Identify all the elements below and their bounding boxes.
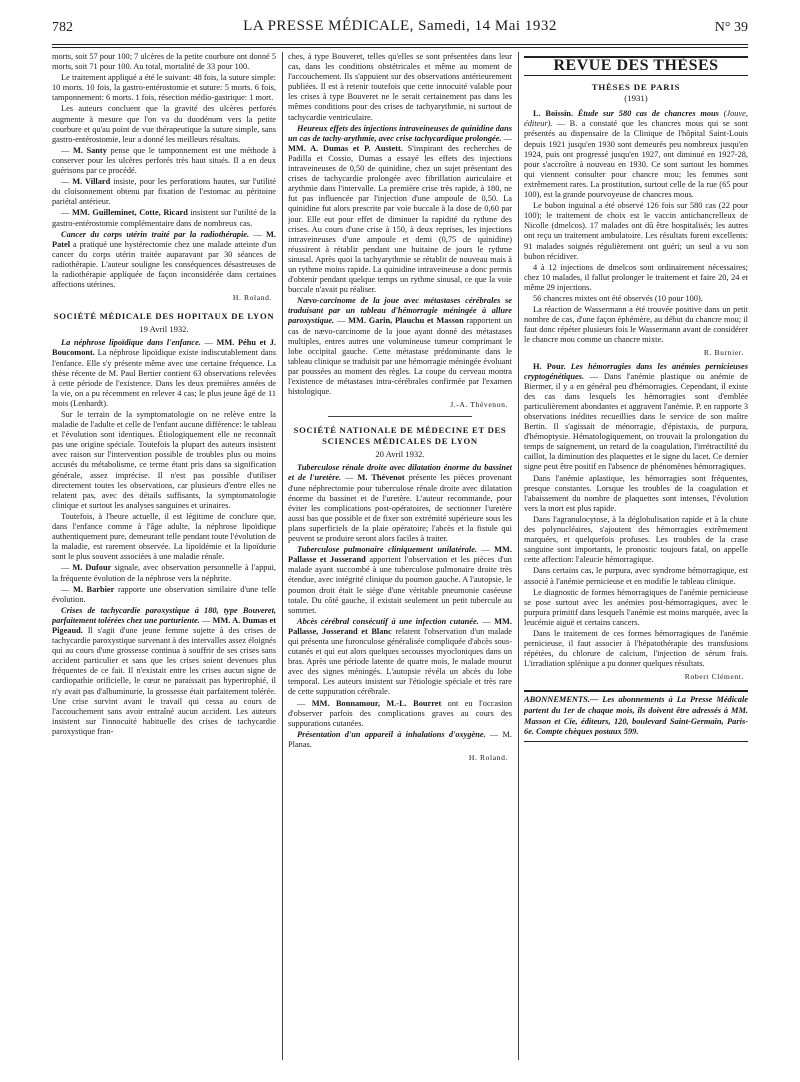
- article-authors: MM. Pallasse et Josserand: [288, 545, 512, 565]
- paragraph: — M. Barbier rapporte une observation similaire d'une telle évolution.: [52, 584, 276, 604]
- article-authors: M. Planas.: [288, 729, 512, 749]
- author-name: M. Santy: [72, 145, 107, 155]
- column-divider-2: [518, 52, 519, 1060]
- paragraph: ches, à type Bouveret, telles qu'elles se sont présentées dans leur cas, dans les conditions obstétricales et même au moment de l'accouchement. Ils s'appuient sur des observations antérieurement publiées. Il est à retenir toutefois que cette innocuité valable pour les crises à type Bouveret ne le serait certainement pas dans les mêmes conditions pour des crises de tachyarythmie, ni surtout de tachycardie ventriculaire.: [288, 52, 512, 122]
- journal-title: LA PRESSE MÉDICALE, Samedi, 14 Mai 1932: [243, 18, 557, 34]
- paragraph: — M. Santy pense que le tamponnement est une méthode à conserver pour les ulcères perforés très haut situés. Il a en deux guérisons par ce procédé.: [52, 145, 276, 176]
- paragraph-text: rapporte une observation similaire d'une telle évolution.: [52, 584, 276, 604]
- article-title: Étude sur 580 cas de chancres mous: [577, 109, 719, 119]
- column-divider-1: [282, 52, 283, 1060]
- paragraph-text: signale, avec observation personnelle à l'appui, la fréquente évolution de la néphrose vers la néphrite.: [52, 563, 276, 583]
- signature: R. Burnier.: [703, 348, 744, 358]
- paragraph-text: La néphrose lipoïdique existe indiscutablement dans l'enfance. Elle s'y présente même avec une certaine fréquence. La thèse récente de M. Paul Bertier contient 63 observations relevées à cette période de l'existence. Dans les deux premières années de la vie, on a pu récemment en relever 4 cas; le plus jeune âgé de 11 mois (Lenhardt).: [52, 348, 276, 408]
- author-name: M. Villard: [72, 177, 111, 187]
- page-number: 782: [52, 20, 73, 35]
- article-title: Tuberculose pulmonaire cliniquement unilatérale.: [297, 545, 478, 555]
- article: Présentation d'un appareil à inhalations d'oxygène. — M. Planas.: [288, 729, 512, 749]
- paragraph: Sur le terrain de la symptomatologie on ne relève entre la maladie de l'adulte et celle de l'enfant aucune différence: le tableau et l'évolution sont identiques. Étiologiquement elle ne reconnaît pas une origine spéciale. Toutefois la plupart des auteurs insistent avec raison sur l'intervention possible de troubles plus ou moins accusés du métabolisme, ce terme étant pris dans sa signification générale, assez imprécise. Il n'est pas possible d'utiliser directement toutes les observations, car plusieurs d'entre elles ne relatent pas, avec des détails suffisants, la symptomatologie clinique et surtout les analyses sanguines et urinaires.: [52, 410, 276, 510]
- paragraph-text: a pratiqué une hystérectomie chez une malade atteinte d'un cancer du corps utérin traitée auparavant par 30 séances de radiothérapie. L'auteur souligne les conséquences désastreuses de la radiothérapie appliquée de façon inconsidérée dans certaines affections utérines.: [52, 239, 276, 290]
- column-1: [52, 52, 276, 1062]
- article-authors: MM. A. Dumas et Pigeaud.: [52, 615, 276, 635]
- column-3: [524, 52, 748, 1062]
- article: Nævo-carcinome de la joue avec métastases cérébrales se traduisant par un tableau d'hémorragie méningée à allure paroxystique. — MM. Garin, Plauchu et Masson rapportent un cas de nævo-carcinome de la joue ayant donné des métastases multiples, entres autres une volumineuse tumeur comprimant le lobe occipital gauche. Cette métastase prédominante dans le tableau clinique se traduisit par une hémorragie méningée évoluant par poussées au moment des règles. La coupe du cerveau montra l'existence de métastases intra-cérébrales confirmée par l'examen histologique.: [288, 296, 512, 397]
- author-name: L. Boissin.: [533, 109, 573, 119]
- signature: Robert Clément.: [684, 672, 744, 682]
- article: H. Pour. Les hémorragies dans les anémies pernicieuses cryptogénétiques. — Dans l'anémie plastique ou anémie de Biermer, il y a en général peu d'hémorragies. Cependant, il existe des cas dans lesquels les hémorragies sont d'emblée particulièrement abondantes et aggravent l'anémie. P. en rapporte 3 observations inédites recueillies dans le service de son maître Bertin. Il s'agissait de ménorragie, d'épistaxis, de purpura, d'hémoptysie. Hématologiquement, on trouvait la prolongation du temps de saignement, un retard de la coagulation, l'irrétractilité du caillot, la diminution des plaquettes et le signe du lacet. Ce dernier signe peut être positif en l'absence de phénomènes hémorragiques.: [524, 361, 748, 472]
- article: Heureux effets des injections intraveineuses de quinidine dans un cas de tachy-arythmie, avec crise tachycardique prolongée. — MM. A. Dumas et P. Austett. S'inspirant des recherches de Padilla et Cossio, Dumas a essayé les effets des injections intraveineuses de 0,50 de quinidine, chez un sujet présentant des crises de tachycardie prolongée avec fibrillation auriculaire et arythmie dans l'intervalle. La première crise très rapide, à 180, ne fut pas influencée par l'injection d'une ampoule de 0,50. La quinidine fut alors prescrite par voie buccale à la dose de 0,60 par jour. Elle eut pour effet de diminuer la rapidité du rythme des crises. Au cours d'une crise à 150, à deux reprises, les injections intraveineuses d'une ampoule et demi (0,75 de quinidine) réussirent à rétablir pendant une huitaine de jours le rythme sinusal. Après quoi la tachyarythmie se rétablit de nouveau mais à un rythme moins rapide. La quinidine intraveineuse a donc permis d'obtenir pendant quelque temps un rythme sinusal, ce que la voie buccale n'avait pu réaliser.: [288, 123, 512, 295]
- author-name: M. Dufour: [72, 563, 112, 573]
- signature: J.-A. Thévenon.: [450, 400, 508, 410]
- article: Abcès cérébral consécutif à une infection cutanée. — MM. Pallasse, Josserand et Blanc relatent l'observation d'un malade qui présenta une furonculose généralisée compliquée d'abcès sous-cutanés et qui eut alors quelques secousses myocloniques dans un bras. Après une période latente de quatre mois, le malade mourut avec des signes méningés. L'autopsie révéla un abcès du lobe temporal. Les auteurs insistent sur l'étiologie spéciale et très rare de cette suppuration cérébrale.: [288, 616, 512, 697]
- section-date: 19 Avril 1932.: [139, 324, 189, 335]
- paragraph: — MM. Bonnamour, M.-L. Bourret ont eu l'occasion d'observer parfois des complications graves au cours des suppurations cutanées.: [288, 698, 512, 728]
- paragraph: 4 à 12 injections de dmelcos sont ordinairement nécessaires; chez 10 malades, il fallut prolonger le traitement et faire 20, 24 et même 29 injections.: [524, 262, 748, 292]
- theses-year: (1931): [624, 93, 648, 104]
- newspaper-page: [52, 16, 748, 1066]
- header-rule: [52, 44, 748, 45]
- paragraph-text: S'inspirant des recherches de Padilla et Cossio, Dumas a essayé les effets des injections intraveineuses de 0,50 de quinidine, chez un sujet présentant des crises de tachycardie prolongée avec fibrillation auriculaire et arythmie dans l'intervalle. La première crise très rapide, à 180, ne fut pas influencée par l'injection d'une ampoule de 0,50. La quinidine fut alors prescrite par voie buccale à la dose de 0,60 par jour. Elle eut pour effet de diminuer la rapidité du rythme des crises. Au cours d'une crise à 150, à deux reprises, les injections intraveineuses d'une ampoule et demi (0,75 de quinidine) réussirent à rétablir pendant une huitaine de jours le rythme sinusal. Après quoi la tachyarythmie se rétablit de nouveau mais à un rythme moins rapide. La quinidine intraveineuse a donc permis d'obtenir pendant quelque temps un rythme sinusal, ce que la voie buccale n'avait pu réaliser.: [288, 143, 512, 295]
- article: Tuberculose pulmonaire cliniquement unilatérale. — MM. Pallasse et Josserand apportent l'observation et les pièces d'un malade ayant succombé à une tuberculose pulmonaire droite très étendue, avec intégrité clinique du poumon gauche. A l'autopsie, le poumon droit était le siège d'une véritable pneumonie caséeuse totale. Du côté gauche, il existait seulement un petit tubercule au sommet.: [288, 545, 512, 615]
- paragraph-text: relatent l'observation d'un malade qui présenta une furonculose généralisée compliquée d'abcès sous-cutanés et qui eut alors quelques secousses myocloniques dans un bras. Après une période latente de quatre mois, le malade mourut avec des signes méningés. L'autopsie révéla un abcès du lobe temporal. Les auteurs insistent sur l'étiologie spéciale et très rare de cette suppuration cérébrale.: [288, 626, 512, 697]
- header-rule-double: [52, 47, 748, 48]
- paragraph: Dans certains cas, le purpura, avec syndrome hémorragique, est associé à l'anémie pernicieuse et en modifie le tableau clinique.: [524, 566, 748, 586]
- paragraph: Toutefois, à l'heure actuelle, il est légitime de conclure que, dans l'enfance comme à l'âge adulte, la néphrose lipoïdique authentiquement pure, demeurant telle pendant toute l'évolution de la maladie, est rarement observée. La lipoïdémie et la lipoïdurie sont le plus souvent associées à une maladie rénale.: [52, 511, 276, 562]
- paragraph: — M. Dufour signale, avec observation personnelle à l'appui, la fréquente évolution de la néphrose vers la néphrite.: [52, 563, 276, 583]
- publisher: (Jouve, éditeur).: [524, 109, 748, 129]
- paragraph-text: insiste, pour les perforations hautes, sur l'utilité du cloisonnement obtenu par fixation de l'estomac au péritoine pariétal antérieur.: [52, 177, 276, 207]
- article-authors: MM. Péhu et J. Boucomont.: [52, 338, 276, 358]
- theses-heading: THÈSES DE PARIS: [591, 82, 681, 93]
- subscription-label: ABONNEMENTS.: [524, 695, 590, 705]
- paragraph: Le bubon inguinal a été observé 126 fois sur 580 cas (22 pour 100); le traitement de choix est le vaccin antichancrelleux de Nicolle (dmelcos). 17 malades ont dû être hospitalisés; les autres ont reçu un traitement ambulatoire. Les résultats furent excellents: 91 malades soignés régulièrement ont guéri; un seul a vu son bubon récidiver.: [524, 201, 748, 261]
- article-title: Cancer du corps utérin traité par la radiothérapie.: [61, 229, 250, 239]
- paragraph: — MM. Guilleminet, Cotte, Ricard insistent sur l'utilité de la gastro-entérostomie complémentaire dans de nombreux cas.: [52, 208, 276, 228]
- paragraph-text: insistent sur l'utilité de la gastro-entérostomie complémentaire dans de nombreux cas.: [52, 208, 276, 228]
- paragraph-text: pense que le tamponnement est une méthode à conserver pour les ulcères perforés très haut situés. Il a en deux guérisons par ce procédé.: [52, 145, 276, 176]
- article-title: Les hémorragies dans les anémies pernicieuses cryptogénétiques.: [524, 361, 748, 381]
- revue-header-box: [524, 56, 748, 76]
- page-header: [52, 16, 748, 42]
- subscription-text: Les abonnements à La Presse Médicale partent du 1er de chaque mois, ils doivent être adressés à MM. Masson et Cie, éditeurs, 120, boulevard Saint-Germain, Paris-6e. Compte chèques postaux 599.: [524, 695, 748, 737]
- article-authors: MM. Garin, Plauchu et Masson: [348, 316, 464, 326]
- paragraph-text: apportent l'observation et les pièces d'un malade ayant succombé à une tuberculose pulmonaire droite très étendue, avec intégrité clinique du poumon gauche. A l'autopsie, le poumon droit était le siège d'une véritable pneumonie caséeuse totale. Du côté gauche, il existait seulement un petit tubercule au sommet.: [288, 555, 512, 615]
- paragraph: Dans l'agranulocytose, à la déglobulisation rapide et à la chute des polynucléaires, s'ajoutent des hémorragies extrêmement marquées, et quelquefois profuses. Les troubles de la crase sanguine sont importants, le pronostic toujours fatal, on appelle cette affection: l'aleucie hémorragique.: [524, 514, 748, 565]
- article-title: Heureux effets des injections intraveineuses de quinidine dans un cas de tachy-arythmie, avec crise tachycardique prolongée.: [288, 123, 512, 143]
- subscription-notice: ABONNEMENTS.— Les abonnements à La Presse Médicale partent du 1er de chaque mois, ils doivent être adressés à MM. Masson et Cie, éditeurs, 120, boulevard Saint-Germain, Paris-6e. Compte chèques postaux 599.: [524, 690, 748, 741]
- column-2: [288, 52, 512, 1062]
- section-heading: SOCIÉTÉ NATIONALE DE MÉDECINE ET DES SCIENCES MÉDICALES DE LYON: [293, 425, 507, 447]
- article-title: Tuberculose rénale droite avec dilatation énorme du bassinet et de l'uretère.: [288, 463, 512, 483]
- article-title: La néphrose lipoïdique dans l'enfance.: [61, 338, 201, 348]
- author-name: MM. Guilleminet, Cotte, Ricard: [71, 208, 188, 218]
- signature: H. Roland.: [468, 753, 508, 762]
- article-title: Présentation d'un appareil à inhalations d'oxygène.: [297, 729, 486, 739]
- paragraph: Le diagnostic de formes hémorragiques de l'anémie pernicieuse se pose surtout avec les anémies post-hémorragiques, avec le purpura primitif dans lesquels l'anémie est moins marquée, avec la leucémie aiguë et certains cancers.: [524, 587, 748, 627]
- paragraph: Dans l'anémie aplastique, les hémorragies sont fréquentes, presque constantes. Lorsque les troubles de la coagulation et l'abaissement du nombre de plaquettes sont intenses, l'évolution vers la mort est plus rapide.: [524, 473, 748, 513]
- paragraph: La réaction de Wassermann a été trouvée positive dans un petit nombre de cas, d'une façon éphémère, au début du chancre mou; il faut donc répéter plusieurs fois le Wassermann avant de considérer le chancre mou comme un chancre mixte.: [524, 305, 748, 345]
- paragraph: 56 chancres mixtes ont été observés (10 pour 100).: [533, 293, 703, 303]
- article: Cancer du corps utérin traité par la radiothérapie. — M. Patel a pratiqué une hystérectomie chez une malade atteinte d'un cancer du corps utérin traitée auparavant par 30 séances de radiothérapie. L'auteur souligne les conséquences désastreuses de la radiothérapie appliquée de façon inconsidérée dans certaines affections utérines.: [52, 229, 276, 290]
- author-name: M. Barbier: [72, 584, 115, 594]
- revue-title: REVUE DES THÈSES: [553, 57, 719, 74]
- paragraph: Les auteurs concluent que la gravité des ulcères perforés augmente à mesure que l'on va du duodénum vers la petite courbure et qu'au point de vue thérapeutique la suture simple, sans gastro-entérostomie, leur a donné les meilleurs résultats.: [52, 104, 276, 144]
- article: L. Boissin. Étude sur 580 cas de chancres mous (Jouve, éditeur). — B. a constaté que les chancres mous qui se sont présentés au dispensaire de la Clinique de l'hôpital Saint-Louis depuis 1921 jusqu'en 1930 sont demeurés peu nombreux jusqu'en 1924, puis ont progressé jusqu'en 1927, ont diminué en 1927-28, pour s'accroître à nouveau en 1930. Ce sont surtout les hommes qui viennent consulter pour chancre mou; les femmes sont extrêmement rares. La prostitution, surtout celle de la rue (65 pour 100), est la grande pourvoyeuse de chancres mous.: [524, 109, 748, 200]
- paragraph-text: présente les pièces provenant d'une néphrectomie pour tuberculose rénale droite avec dilatation énorme du bassinet et de l'uretère. L'auteur recommande, pour éviter les complications post-opératoires, de sectionner l'uretère aussi bas que possible et de fixer son extrémité supérieure sous les plans superficiels de la plaie opératoire; l'abcès et la fistule qui peuvent se produire seront alors faciles à traiter.: [288, 473, 512, 544]
- article: Tuberculose rénale droite avec dilatation énorme du bassinet et de l'uretère. — M. Thévenot présente les pièces provenant d'une néphrectomie pour tuberculose rénale droite avec dilatation énorme du bassinet et de l'uretère. L'auteur recommande, pour éviter les complications post-opératoires, de sectionner l'uretère aussi bas que possible et de fixer son extrémité supérieure sous les plans superficiels de la plaie opératoire; l'abcès et la fistule qui peuvent se produire seront alors faciles à traiter.: [288, 463, 512, 544]
- paragraph-text: B. a constaté que les chancres mous qui se sont présentés au dispensaire de la Clinique de l'hôpital Saint-Louis depuis 1921 jusqu'en 1930 sont demeurés peu nombreux jusqu'en 1924, puis ont progressé jusqu'en 1927, ont diminué en 1927-28, pour s'accroître à nouveau en 1930. Ce sont surtout les hommes qui viennent consulter pour chancre mou; les femmes sont extrêmement rares. La prostitution, surtout celle de la rue (65 pour 100), est la grande pourvoyeuse de chancres mous.: [524, 119, 748, 200]
- paragraph: Le traitement appliqué a été le suivant: 48 fois, la suture simple: 10 morts. 10 fois, la gastro-entérostomie et suture: 5 morts. 6 fois, tamponnement: 6 morts. 1 fois, résection médio-gastrique: 1 mort.: [52, 73, 276, 103]
- article: Crises de tachycardie paroxystique à 180, type Bouveret, parfaitement tolérées chez une parturiente. — MM. A. Dumas et Pigeaud. Il s'agit d'une jeune femme sujette à des crises de tachycardie paroxystique survenant à des intervalles assez éloignés qui au cours d'une grossesse continua à souffrir de ses crises sans accident particulier et sans que les crises soient devenues plus fréquentes de ce fait. Il n'existait entre les crises aucun signe de cardiopathie orificielle, le cœur ne paraissait pas hypertrophié, il n'y avait pas d'albuminurie, la grossesse était parfaitement tolérée. Une crise survint avant le travail qui cessa au cours de l'accouchement sans avoir entraîné aucun accident. Les auteurs insistent sur l'innocuité habituelle des crises de tachycardie paroxystique fran-: [52, 605, 276, 736]
- paragraph: — M. Villard insiste, pour les perforations hautes, sur l'utilité du cloisonnement obtenu par fixation de l'estomac au péritoine pariétal antérieur.: [52, 177, 276, 207]
- article-authors: M. Thévenot: [357, 473, 405, 483]
- article-title: Nævo-carcinome de la joue avec métastases cérébrales se traduisant par un tableau d'hémorragie méningée à allure paroxystique.: [288, 296, 512, 326]
- section-heading: SOCIÉTÉ MÉDICALE DES HOPITAUX DE LYON: [53, 311, 275, 322]
- author-name: M. Patel: [52, 229, 276, 249]
- signature: H. Roland.: [232, 293, 272, 303]
- author-name: MM. Bonnamour, M.-L. Bourret: [311, 698, 442, 708]
- section-date: 20 Avril 1932.: [375, 449, 425, 460]
- paragraph-text: Il s'agit d'une jeune femme sujette à des crises de tachycardie paroxystique survenant à des intervalles assez éloignés qui au cours d'une grossesse continua à souffrir de ses crises sans accident particulier et sans que les crises soient devenues plus fréquentes de ce fait. Il n'existait entre les crises aucun signe de cardiopathie orificielle, le cœur ne paraissait pas hypertrophié, il n'y avait pas d'albuminurie, la grossesse était parfaitement tolérée. Une crise survint avant le travail qui cessa au cours de l'accouchement sans avoir entraîné aucun accident. Les auteurs insistent sur l'innocuité habituelle des crises de tachycardie paroxystique fran-: [52, 625, 276, 736]
- article-title: Crises de tachycardie paroxystique à 180, type Bouveret, parfaitement tolérées chez une parturiente.: [52, 605, 276, 625]
- paragraph: morts, soit 57 pour 100; 7 ulcères de la petite courbure ont donné 5 morts, soit 71 pour 100. Au total, mortalité de 33 pour 100.: [52, 52, 276, 72]
- paragraph-text: rapportent un cas de nævo-carcinome de la joue ayant donné des métastases multiples, entres autres une volumineuse tumeur comprimant le lobe occipital gauche. Cette métastase prédominante dans le tableau clinique se traduisit par une hémorragie méningée évoluant par poussées au moment des règles. La coupe du cerveau montra l'existence de métastases intra-cérébrales confirmée par l'examen histologique.: [288, 316, 512, 397]
- separator-rule: [328, 416, 472, 417]
- paragraph-text: ont eu l'occasion d'observer parfois des complications graves au cours des suppurations cutanées.: [288, 698, 512, 728]
- author-name: H. Pour.: [533, 361, 566, 371]
- article-authors: MM. Pallasse, Josserand et Blanc: [288, 616, 512, 636]
- issue-number: N° 39: [714, 20, 748, 35]
- article-title: Abcès cérébral consécutif à une infection cutanée.: [297, 616, 479, 626]
- article: La néphrose lipoïdique dans l'enfance. — MM. Péhu et J. Boucomont. La néphrose lipoïdique existe indiscutablement dans l'enfance. Elle s'y présente même avec une certaine fréquence. La thèse récente de M. Paul Bertier contient 63 observations relevées à cette période de l'existence. Dans les deux premières années de la vie, on a pu récemment en relever 4 cas; le plus jeune âgé de 11 mois (Lenhardt).: [52, 338, 276, 408]
- paragraph-text: Dans l'anémie plastique ou anémie de Biermer, il y a en général peu d'hémorragies. Cependant, il existe des cas dans lesquels les hémorragies sont d'emblée particulièrement abondantes et aggravent l'anémie. P. en rapporte 3 observations inédites recueillies dans le service de son maître Bertin. Il s'agissait de ménorragie, d'épistaxis, de purpura, d'hémoptysie. Hématologiquement, on trouvait la prolongation du temps de saignement, un retard de la coagulation, l'irrétractilité du caillot, la diminution des plaquettes et le signe du lacet. Ce dernier signe peut être positif en l'absence de phénomènes hémorragiques.: [524, 371, 748, 472]
- article-authors: MM. A. Dumas et P. Austett.: [288, 143, 403, 153]
- paragraph: Dans le traitement de ces formes hémorragiques de l'anémie pernicieuse, il faut associer à l'hépatothérapie des transfusions répétées, du chlorure de calcium, l'injection de sérum frais. L'irradiation splénique a pu donner quelques résultats.: [524, 628, 748, 669]
